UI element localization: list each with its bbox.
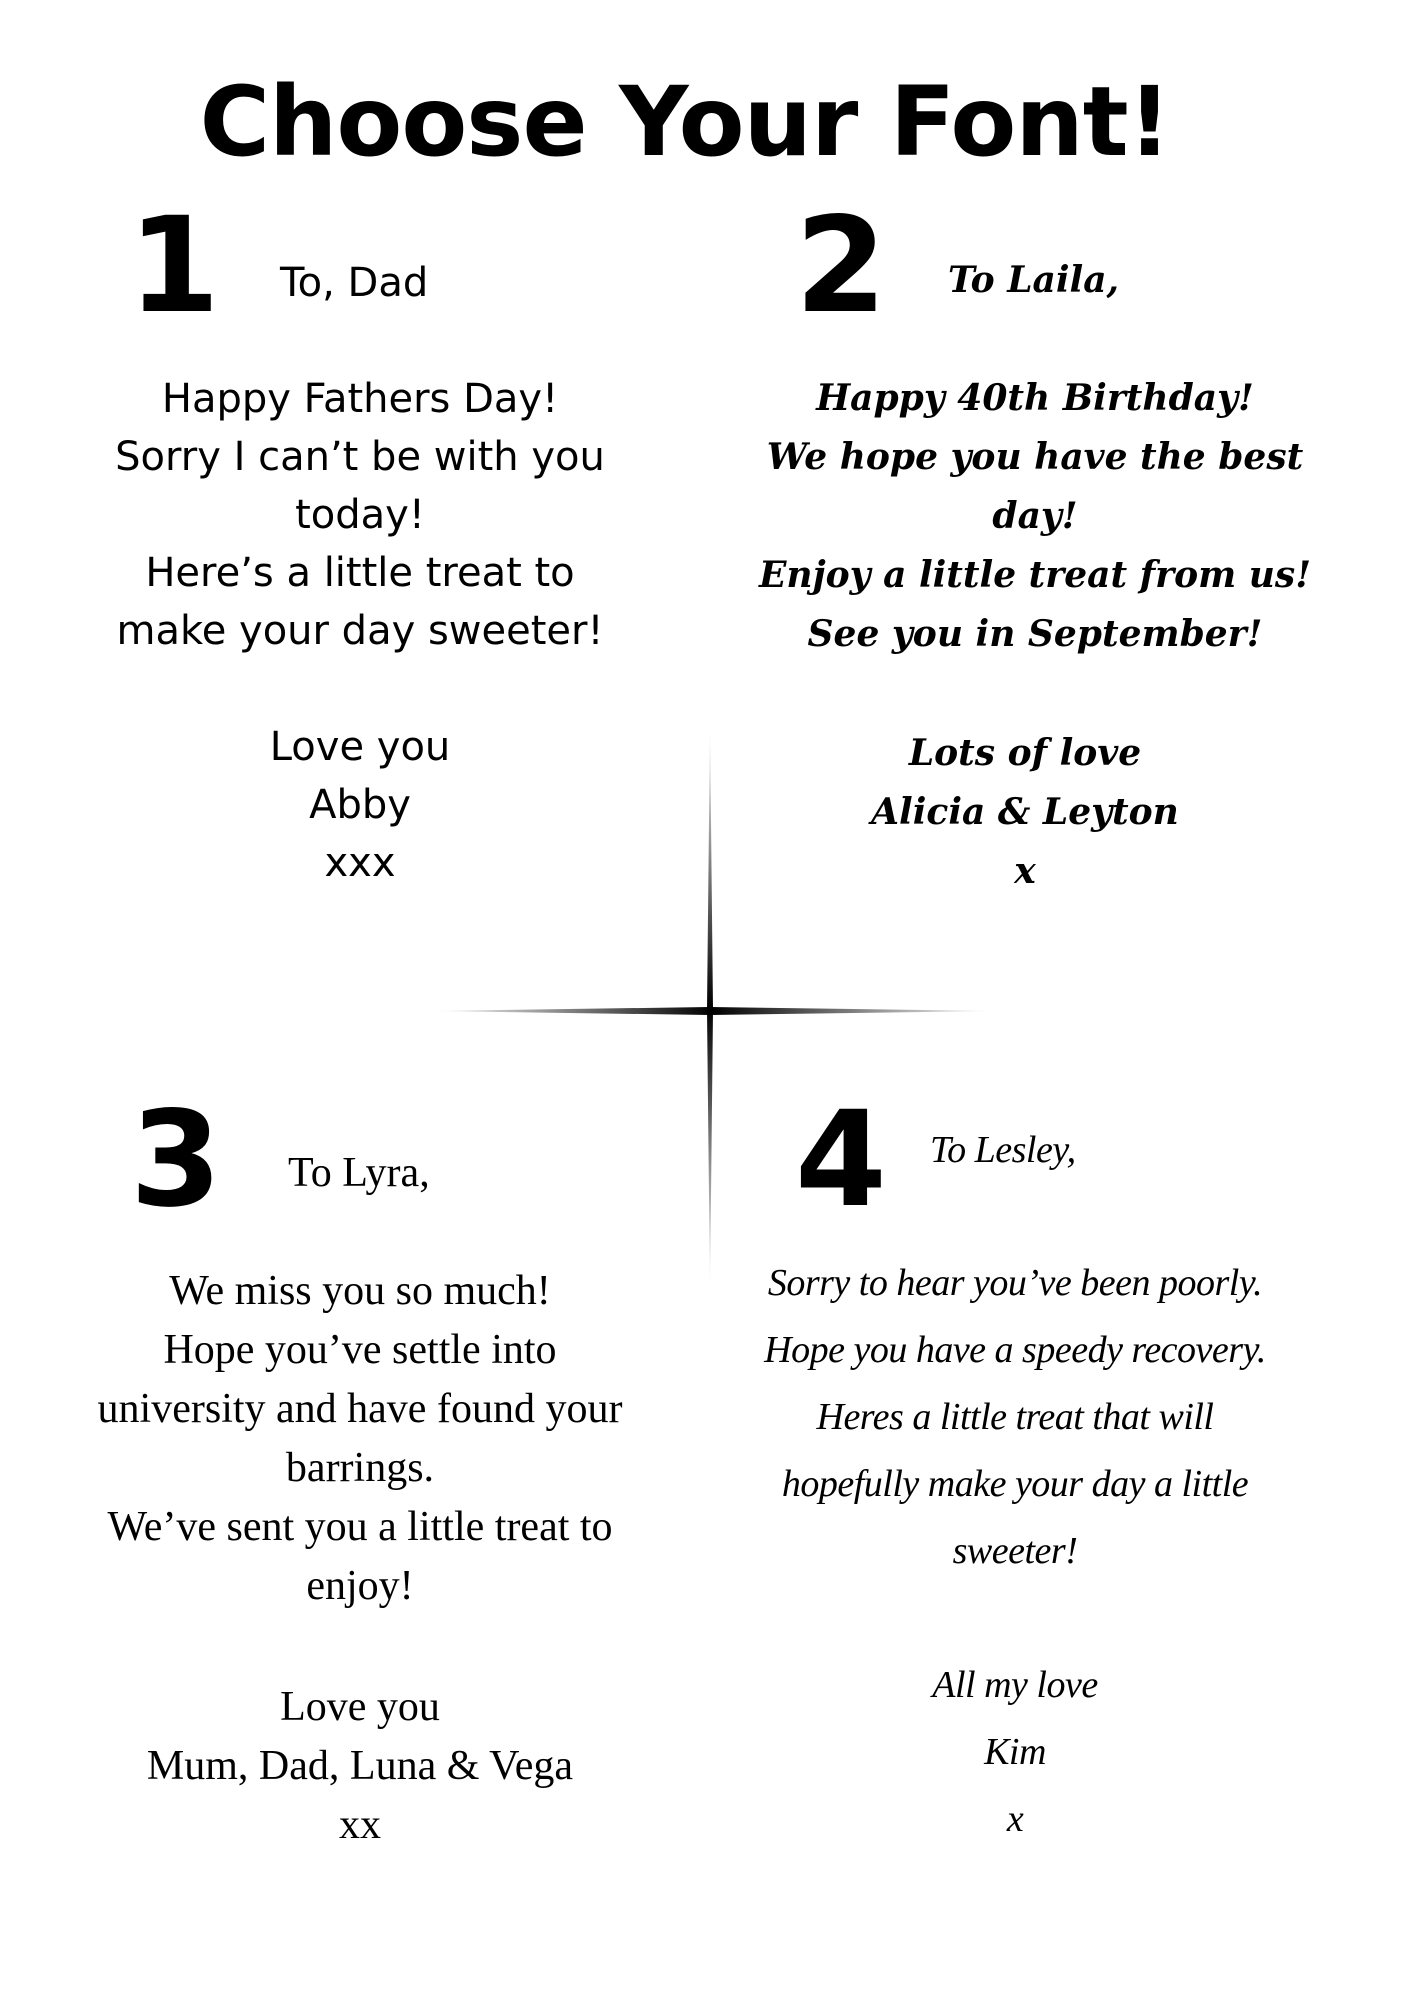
message-line: make your day sweeter!	[116, 608, 604, 654]
message-line: hopefully make your day a little	[781, 1463, 1249, 1505]
message-line: today!	[295, 492, 425, 538]
greeting: To, Dad	[280, 260, 429, 306]
option-number: 3	[130, 1083, 222, 1237]
option-number: 1	[128, 189, 220, 343]
signoff-line: xxx	[324, 840, 396, 886]
message-line: Sorry I can’t be with you	[115, 434, 605, 480]
message-line: Happy Fathers Day!	[161, 376, 559, 422]
signoff	[735, 1652, 1295, 1853]
signoff-line: x	[1006, 1798, 1024, 1840]
greeting: To Laila,	[948, 259, 1120, 301]
greeting: To Lesley,	[930, 1129, 1076, 1171]
signoff-line: All my love	[932, 1664, 1098, 1706]
divider-vertical	[707, 725, 713, 1290]
option-number: 4	[795, 1083, 887, 1237]
message-line: Heres a little treat that will	[816, 1396, 1214, 1438]
message-line: Hope you’ve settle into	[163, 1327, 557, 1373]
signoff-line: xx	[339, 1802, 381, 1848]
message-line: Hope you have a speedy recovery.	[764, 1329, 1266, 1371]
signoff-line: x	[1014, 850, 1036, 892]
message	[735, 1250, 1295, 1585]
message-line: enjoy!	[306, 1563, 414, 1609]
message-line: sweeter!	[952, 1530, 1078, 1572]
signoff-line: Kim	[984, 1731, 1046, 1773]
message-line: Here’s a little treat to	[145, 550, 575, 596]
message	[60, 1262, 660, 1616]
message-line: university and have found your	[97, 1386, 623, 1432]
message-line: barrings.	[285, 1445, 435, 1491]
signoff-line: Alicia & Leyton	[871, 791, 1179, 833]
message-line: We miss you so much!	[169, 1268, 551, 1314]
message-line: Sorry to hear you’ve been poorly.	[767, 1262, 1263, 1304]
signoff	[80, 718, 640, 892]
message-line: Enjoy a little treat from us!	[758, 554, 1311, 596]
signoff	[60, 1678, 660, 1855]
signoff-line: Love you	[280, 1684, 440, 1730]
message-line: We hope you have the best	[766, 436, 1304, 478]
signoff	[745, 724, 1305, 901]
message-line: We’ve sent you a little treat to	[107, 1504, 613, 1550]
message-line: Happy 40th Birthday!	[816, 377, 1254, 419]
message-line: day!	[992, 495, 1078, 537]
message	[755, 369, 1315, 664]
signoff-line: Abby	[309, 782, 411, 828]
page-title: Choose Your Font!	[199, 66, 1171, 178]
option-number: 2	[795, 189, 887, 343]
greeting: To Lyra,	[288, 1150, 430, 1196]
signoff-line: Mum, Dad, Luna & Vega	[146, 1743, 574, 1789]
message-line: See you in September!	[807, 613, 1263, 655]
signoff-line: Lots of love	[908, 732, 1142, 774]
divider-horizontal	[430, 1007, 995, 1015]
message	[80, 370, 640, 660]
signoff-line: Love you	[269, 724, 451, 770]
